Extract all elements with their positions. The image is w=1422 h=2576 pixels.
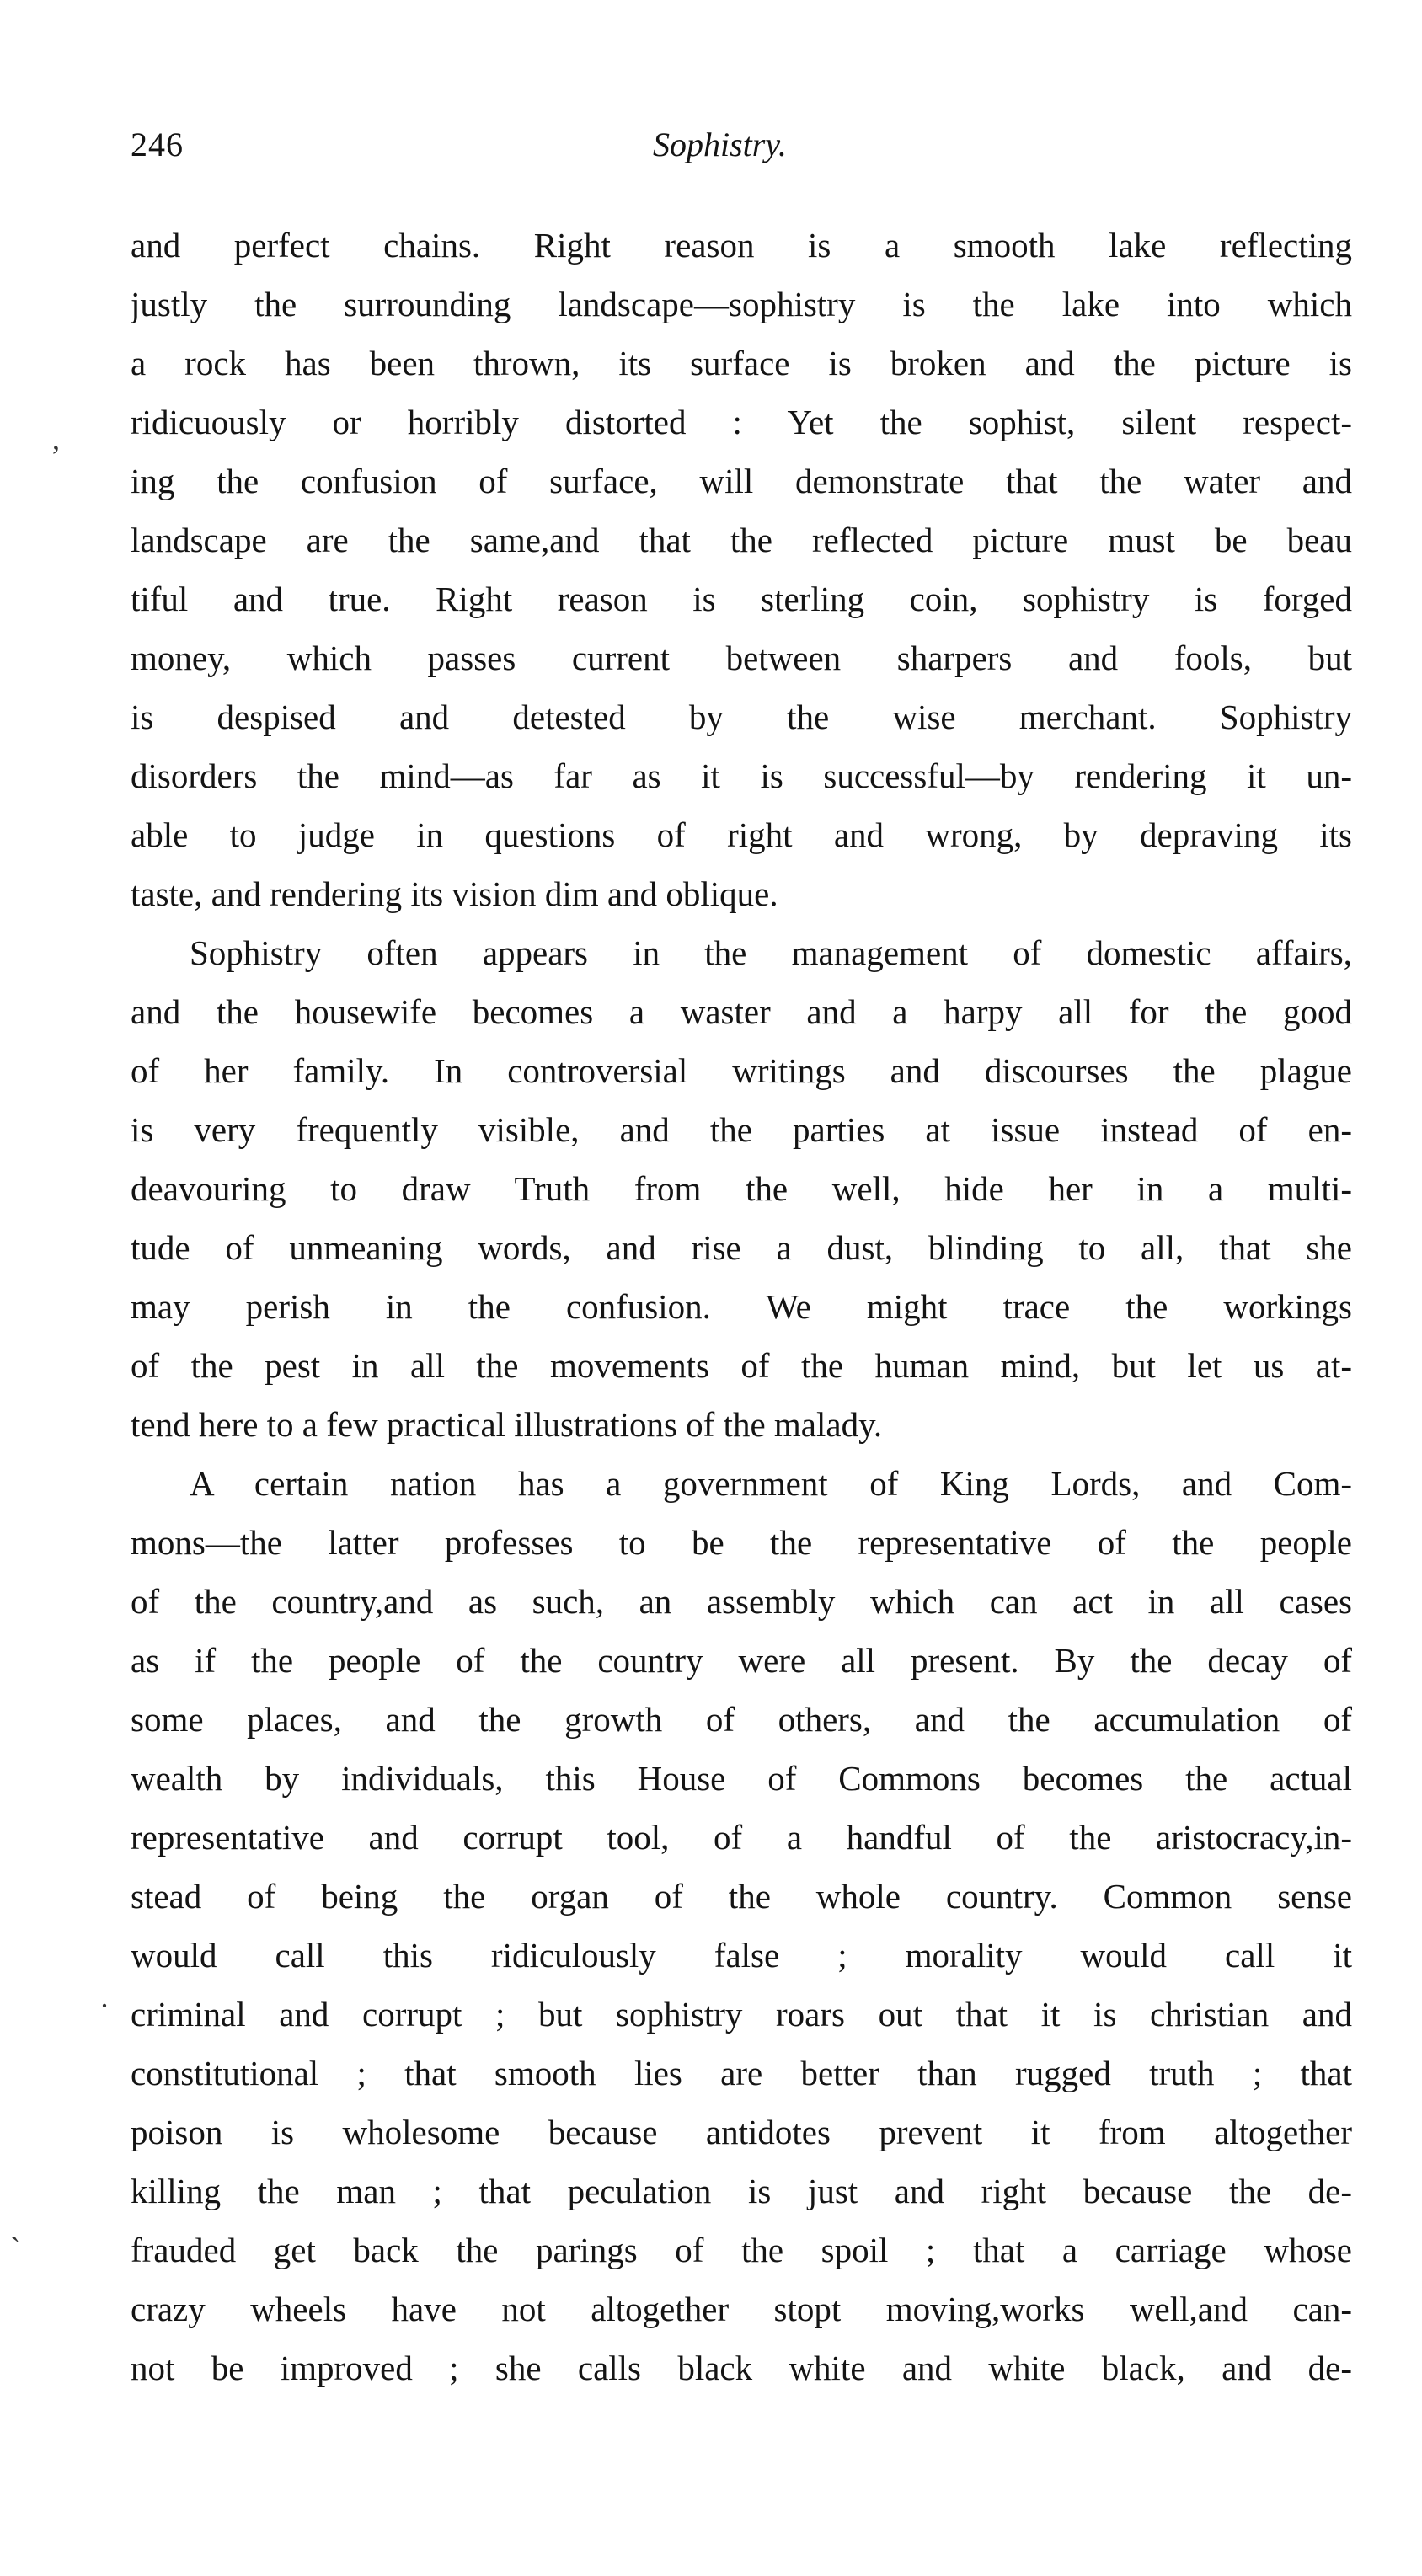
text-line: ing the confusion of surface, will demonstrate that the water and [131, 462, 1352, 500]
text-line: A certain nation has a government of King Lords, and Com- [190, 1464, 1352, 1503]
text-line: landscape are the same,and that the reflected picture must be beau [131, 521, 1352, 559]
text-line: mons—the latter professes to be the representative of the people [131, 1523, 1352, 1562]
page-header [131, 125, 1352, 175]
text-line: may perish in the confusion. We might trace the workings [131, 1287, 1352, 1326]
body-text [131, 216, 1352, 2397]
text-line: wealth by individuals, this House of Commons becomes the actual [131, 1759, 1352, 1798]
text-line: and the housewife becomes a waster and a harpy all for the good [131, 992, 1352, 1031]
page-number: 246 [131, 126, 184, 163]
margin-mark: , [52, 422, 60, 456]
text-line: is very frequently visible, and the parties at issue instead of en- [131, 1110, 1352, 1149]
margin-mark: · [99, 1989, 110, 2023]
text-line: representative and corrupt tool, of a handful of the aristocracy,in- [131, 1818, 1352, 1857]
text-line: and perfect chains. Right reason is a smooth lake reflecting [131, 226, 1352, 265]
text-line: crazy wheels have not altogether stopt moving,works well,and can- [131, 2290, 1352, 2328]
text-line: disorders the mind—as far as it is successful—by rendering it un- [131, 756, 1352, 795]
text-line: of the pest in all the movements of the human mind, but let us at- [131, 1346, 1352, 1385]
text-line: constitutional ; that smooth lies are better than rugged truth ; that [131, 2054, 1352, 2092]
text-line: justly the surrounding landscape—sophistry is the lake into which [131, 285, 1352, 323]
text-line: Sophistry often appears in the management of domestic affairs, [190, 933, 1352, 972]
text-line: tude of unmeaning words, and rise a dust, blinding to all, that she [131, 1228, 1352, 1267]
text-line: stead of being the organ of the whole country. Common sense [131, 1877, 1352, 1916]
text-line: tiful and true. Right reason is sterling coin, sophistry is forged [131, 580, 1352, 618]
paragraph-1 [131, 216, 1352, 923]
text-line: deavouring to draw Truth from the well, hide her in a multi- [131, 1169, 1352, 1208]
text-line: tend here to a few practical illustrations of the malady. [131, 1405, 883, 1444]
text-line: taste, and rendering its vision dim and oblique. [131, 874, 778, 913]
text-line: of her family. In controversial writings and discourses the plague [131, 1051, 1352, 1090]
text-line: killing the man ; that peculation is just and right because the de- [131, 2172, 1352, 2210]
text-line: is despised and detested by the wise merchant. Sophistry [131, 697, 1352, 736]
text-line: poison is wholesome because antidotes prevent it from altogether [131, 2113, 1352, 2151]
text-line: money, which passes current between sharpers and fools, but [131, 639, 1352, 677]
text-line: frauded get back the parings of the spoil ; that a carriage whose [131, 2231, 1352, 2269]
paragraph-3 [131, 1454, 1352, 2397]
text-line: not be improved ; she calls black white and white black, and de- [131, 2349, 1352, 2387]
text-line: of the country,and as such, an assembly which can act in all cases [131, 1582, 1352, 1621]
text-line: criminal and corrupt ; but sophistry roars out that it is christian and [131, 1995, 1352, 2034]
text-line: able to judge in questions of right and wrong, by depraving its [131, 815, 1352, 854]
text-line: some places, and the growth of others, and the accumulation of [131, 1700, 1352, 1739]
text-line: ridicuously or horribly distorted : Yet the sophist, silent respect- [131, 403, 1352, 441]
text-line: as if the people of the country were all present. By the decay of [131, 1641, 1352, 1680]
margin-mark: ˎ [10, 2208, 20, 2242]
paragraph-2 [131, 923, 1352, 1454]
running-head: Sophistry. [653, 126, 787, 163]
text-line: would call this ridiculously false ; morality would call it [131, 1936, 1352, 1975]
text-line: a rock has been thrown, its surface is broken and the picture is [131, 344, 1352, 382]
